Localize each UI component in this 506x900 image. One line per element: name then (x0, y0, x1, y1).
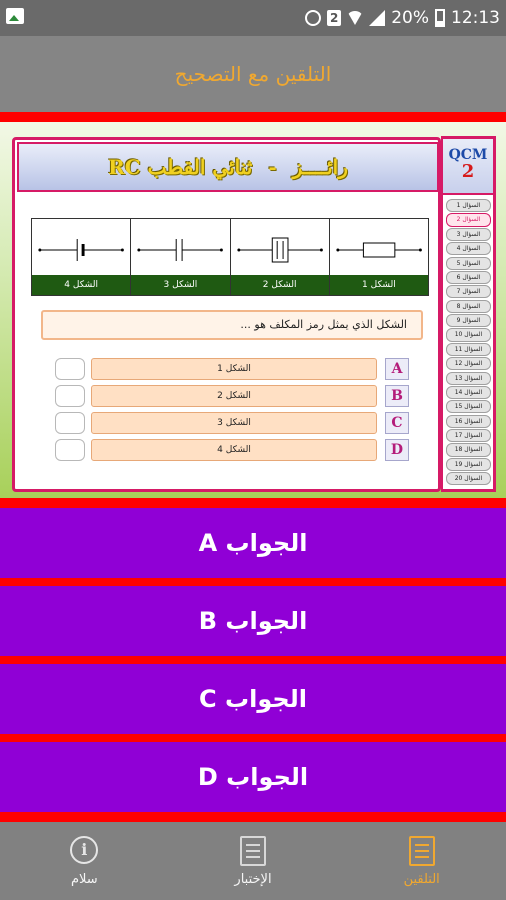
nav-item-label: سلام (70, 872, 98, 887)
nav-item-test[interactable] (169, 822, 338, 900)
header-test-label: رائــــز (292, 155, 348, 179)
page-title: التلقين مع التصحيح (174, 62, 332, 86)
signal-icon (369, 10, 385, 26)
qcm-title: QCM (448, 147, 488, 163)
qcm-number: 2 (461, 161, 475, 182)
title-bar (0, 36, 506, 112)
answer-b-button[interactable]: الجواب B (0, 586, 506, 656)
nav-item-lesson[interactable] (337, 822, 506, 900)
battery-icon (435, 9, 445, 27)
test-icon (240, 836, 266, 866)
figures-table (31, 218, 429, 296)
qcm-logo (443, 139, 493, 195)
divider (0, 112, 506, 122)
figure-caption: الشكل 4 (32, 275, 130, 295)
figure-4 (32, 219, 130, 295)
option-letter: B (385, 385, 409, 407)
question-list-item[interactable]: السؤال 6 (446, 271, 491, 284)
option-b[interactable] (55, 385, 411, 409)
answer-d-button[interactable]: الجواب D (0, 742, 506, 812)
question-list-item[interactable]: السؤال 14 (446, 386, 491, 399)
info-icon: i (70, 836, 98, 864)
figure-1 (329, 219, 428, 295)
lesson-header (17, 142, 439, 192)
wifi-icon (347, 11, 363, 25)
divider (0, 578, 506, 586)
figure-caption: الشكل 3 (131, 275, 229, 295)
question-list-item[interactable]: السؤال 19 (446, 458, 491, 471)
alarm-icon (305, 10, 321, 26)
answer-c-button[interactable]: الجواب C (0, 664, 506, 734)
figure-caption: الشكل 2 (231, 275, 329, 295)
clock: 12:13 (451, 8, 500, 28)
header-topic: ثنائي القطب RC (108, 155, 253, 179)
nav-item-salam[interactable] (0, 822, 169, 900)
divider (0, 734, 506, 742)
figure-caption: الشكل 1 (330, 275, 428, 295)
question-list-item[interactable]: السؤال 16 (446, 415, 491, 428)
figure-2 (230, 219, 329, 295)
question-list-item[interactable]: السؤال 13 (446, 372, 491, 385)
header-dash: - (268, 155, 277, 179)
question-card (12, 137, 441, 492)
question-list-item[interactable]: السؤال 12 (446, 357, 491, 370)
option-letter: D (385, 439, 409, 461)
option-d[interactable] (55, 439, 411, 463)
option-checkbox[interactable] (55, 412, 85, 434)
image-notification-icon (6, 8, 24, 24)
option-letter: C (385, 412, 409, 434)
question-list-item[interactable]: السؤال 15 (446, 400, 491, 413)
question-list-item[interactable]: السؤال 2 (446, 213, 491, 226)
lesson-icon (409, 836, 435, 866)
question-list-item[interactable]: السؤال 3 (446, 228, 491, 241)
option-letter: A (385, 358, 409, 380)
figure-3 (130, 219, 229, 295)
question-list-item[interactable]: السؤال 7 (446, 285, 491, 298)
question-list-item[interactable]: السؤال 17 (446, 429, 491, 442)
status-icons (305, 6, 500, 30)
option-checkbox[interactable] (55, 385, 85, 407)
answer-a-button[interactable]: الجواب A (0, 508, 506, 578)
option-text[interactable]: الشكل 4 (91, 439, 377, 461)
question-list-item[interactable]: السؤال 1 (446, 199, 491, 212)
question-sidebar (441, 136, 496, 492)
question-list (446, 199, 491, 487)
option-checkbox[interactable] (55, 439, 85, 461)
nav-item-label: الإختبار (234, 872, 272, 887)
resistor-symbol-icon (330, 219, 428, 277)
question-list-item[interactable]: السؤال 9 (446, 314, 491, 327)
question-text: الشكل الذي يمثل رمز المكلف هو ... (41, 310, 423, 340)
sim-icon: 2 (327, 10, 341, 26)
lesson-content (0, 122, 506, 498)
question-list-item[interactable]: السؤال 10 (446, 328, 491, 341)
question-list-item[interactable]: السؤال 11 (446, 343, 491, 356)
battery-symbol-icon (32, 219, 130, 277)
divider (0, 812, 506, 822)
battery-percentage: 20% (391, 8, 429, 28)
status-bar (0, 0, 506, 36)
capacitor-symbol-icon (131, 219, 229, 277)
question-list-item[interactable]: السؤال 18 (446, 443, 491, 456)
question-list-item[interactable]: السؤال 4 (446, 242, 491, 255)
option-text[interactable]: الشكل 1 (91, 358, 377, 380)
option-a[interactable] (55, 358, 411, 382)
divider (0, 656, 506, 664)
bottom-navigation (0, 822, 506, 900)
question-list-item[interactable]: السؤال 20 (446, 472, 491, 485)
option-checkbox[interactable] (55, 358, 85, 380)
option-text[interactable]: الشكل 2 (91, 385, 377, 407)
divider (0, 498, 506, 508)
capacitor-box-symbol-icon (231, 219, 329, 277)
option-c[interactable] (55, 412, 411, 436)
nav-item-label: التلقين (403, 872, 440, 887)
question-list-item[interactable]: السؤال 5 (446, 257, 491, 270)
question-list-item[interactable]: السؤال 8 (446, 300, 491, 313)
option-text[interactable]: الشكل 3 (91, 412, 377, 434)
